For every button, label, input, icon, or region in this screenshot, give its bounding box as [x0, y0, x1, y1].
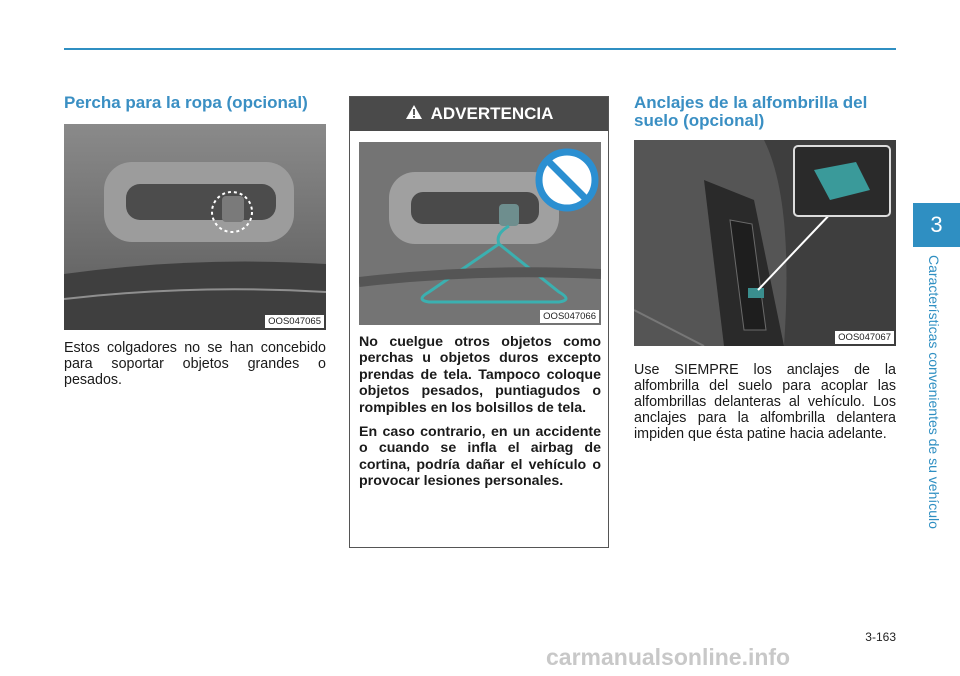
section-heading-hanger: Percha para la ropa (opcional): [64, 93, 308, 112]
section-heading-floor-mat: Anclajes de la alfombrilla del suelo (opcional): [634, 93, 868, 130]
warning-paragraph-2: En caso contrario, en un accidente o cuando se infla el airbag de cortina, podría dañar el vehículo o provocar lesiones personales.: [359, 424, 601, 490]
top-rule: [64, 48, 896, 50]
watermark: carmanualsonline.info: [546, 644, 791, 670]
page-number: 3-163: [865, 630, 896, 644]
floor-mat-description: Use SIEMPRE los anclajes de la alfombrilla del suelo para acoplar las alfombrillas delanteras al vehículo. Los anclajes para la alfombrilla delantera impiden que ésta patine hacia adelante.: [634, 362, 896, 442]
warning-paragraph-1: No cuelgue otros objetos como perchas u objetos duros excepto prendas de tela. Tampoco coloque objetos pesados, puntiagudos o rompibles en los bolsillos de tela.: [359, 334, 601, 416]
warning-header: [350, 97, 608, 131]
floor-mat-photo: [634, 140, 896, 346]
warning-label: ADVERTENCIA: [430, 104, 554, 123]
warning-triangle-icon: [405, 104, 423, 125]
warning-box: [349, 96, 609, 548]
hanger-description: Estos colgadores no se han concebido para soportar objetos grandes o pesados.: [64, 340, 326, 388]
right-column: [634, 94, 896, 442]
image-code: OOS047067: [835, 331, 894, 344]
left-column: [64, 94, 326, 388]
image-code: OOS047066: [540, 310, 599, 323]
chapter-tab: 3: [913, 203, 960, 247]
warning-photo: [359, 142, 601, 325]
image-code: OOS047065: [265, 315, 324, 328]
warning-text: [359, 334, 601, 490]
chapter-title: Características convenientes de su vehículo: [926, 255, 942, 529]
hanger-photo: [64, 124, 326, 330]
